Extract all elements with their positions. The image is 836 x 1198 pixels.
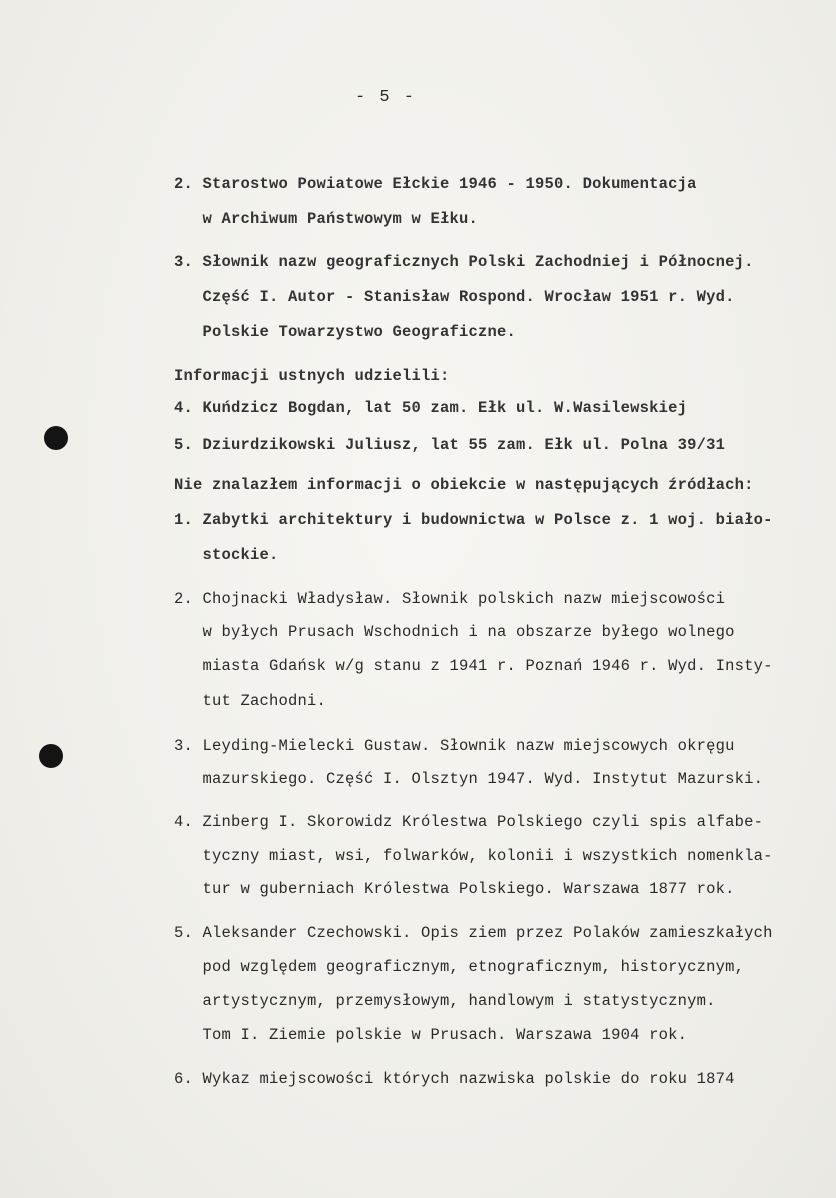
text-line: 5. Aleksander Czechowski. Opis ziem przez Polaków zamieszkałych — [174, 924, 773, 942]
text-line: Tom I. Ziemie polskie w Prusach. Warszawa 1904 rok. — [174, 1026, 688, 1044]
text-line: 5. Dziurdzikowski Juliusz, lat 55 zam. Ełk ul. Polna 39/31 — [174, 436, 726, 454]
section-heading: Informacji ustnych udzielili: — [174, 367, 450, 385]
section-heading: Nie znalazłem informacji o obiekcie w następujących źródłach: — [174, 476, 754, 494]
text-line: Polskie Towarzystwo Geograficzne. — [174, 323, 517, 341]
text-line: 2. Starostwo Powiatowe Ełckie 1946 - 1950. Dokumentacja — [174, 175, 697, 193]
text-line: tut Zachodni. — [174, 692, 327, 710]
text-line: Część I. Autor - Stanisław Rospond. Wrocław 1951 r. Wyd. — [174, 288, 735, 306]
text-line: 2. Chojnacki Władysław. Słownik polskich nazw miejscowości — [174, 590, 726, 608]
text-line: 3. Leyding-Mielecki Gustaw. Słownik nazw miejscowych okręgu — [174, 737, 735, 755]
text-line: 4. Kuńdzicz Bogdan, lat 50 zam. Ełk ul. W.Wasilewskiej — [174, 399, 688, 417]
text-line: 3. Słownik nazw geograficznych Polski Zachodniej i Północnej. — [174, 253, 754, 271]
text-line: mazurskiego. Część I. Olsztyn 1947. Wyd. Instytut Mazurski. — [174, 770, 764, 788]
punch-hole — [44, 426, 68, 450]
text-line: tyczny miast, wsi, folwarków, kolonii i wszystkich nomenkla- — [174, 847, 773, 865]
punch-hole — [39, 744, 63, 768]
text-line: w Archiwum Państwowym w Ełku. — [174, 210, 479, 228]
text-line: 6. Wykaz miejscowości których nazwiska polskie do roku 1874 — [174, 1070, 735, 1088]
text-line: w byłych Prusach Wschodnich i na obszarze byłego wolnego — [174, 623, 735, 641]
text-line: 1. Zabytki architektury i budownictwa w Polsce z. 1 woj. biało- — [174, 511, 773, 529]
text-line: miasta Gdańsk w/g stanu z 1941 r. Poznań 1946 r. Wyd. Insty- — [174, 657, 773, 675]
text-line: tur w guberniach Królestwa Polskiego. Warszawa 1877 rok. — [174, 880, 735, 898]
text-line: pod względem geograficznym, etnograficznym, historycznym, — [174, 958, 745, 976]
text-line: artystycznym, przemysłowym, handlowym i statystycznym. — [174, 992, 716, 1010]
text-line: stockie. — [174, 546, 279, 564]
page-number: - 5 - — [355, 88, 417, 107]
text-line: 4. Zinberg I. Skorowidz Królestwa Polskiego czyli spis alfabe- — [174, 813, 764, 831]
